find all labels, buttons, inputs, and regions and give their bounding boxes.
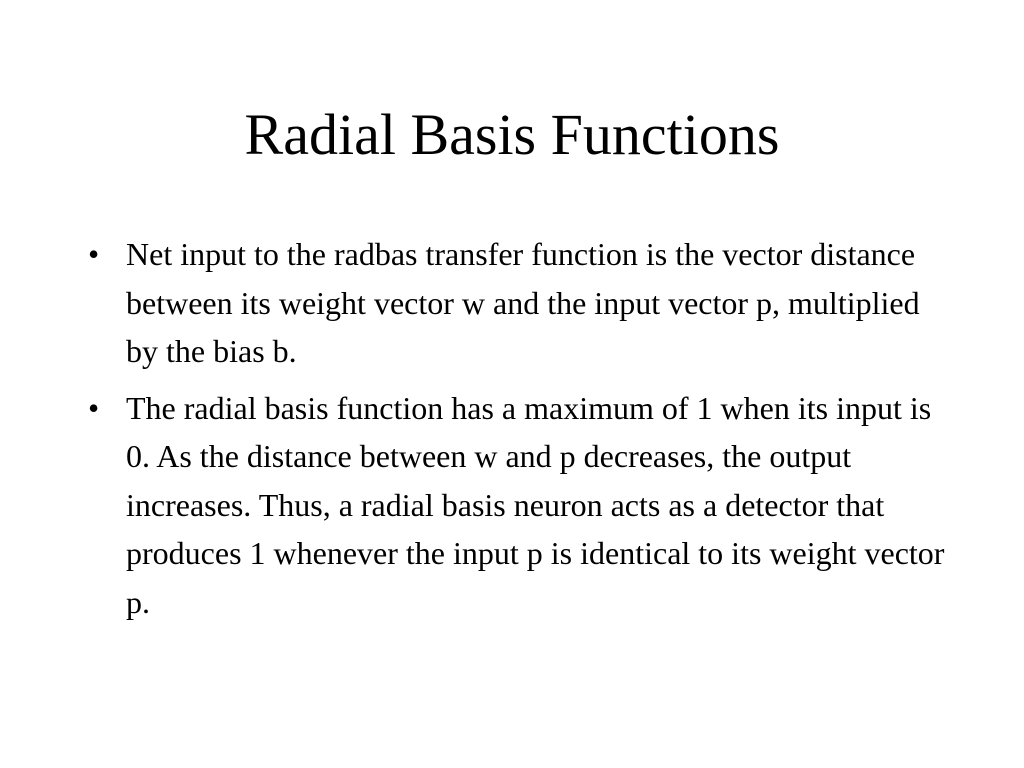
bullet-text: The radial basis function has a maximum of 1 when its input is 0. As the distance between w and p decreases, the output increases. Thus, a radial basis neuron acts as a detector that produces 1 whenever the input p is identical to its weight vector p. bbox=[126, 389, 945, 620]
slide-title: Radial Basis Functions bbox=[244, 102, 780, 167]
bullet-marker: • bbox=[88, 236, 100, 272]
bullet-text: Net input to the radbas transfer function is the vector distance between its weight vector w and the input vector p, multiplied by the bias b. bbox=[126, 236, 920, 369]
bullet-marker: • bbox=[88, 389, 100, 426]
bullet-list bbox=[88, 230, 948, 634]
bullet-item bbox=[88, 384, 948, 627]
bullet-item bbox=[88, 230, 948, 376]
